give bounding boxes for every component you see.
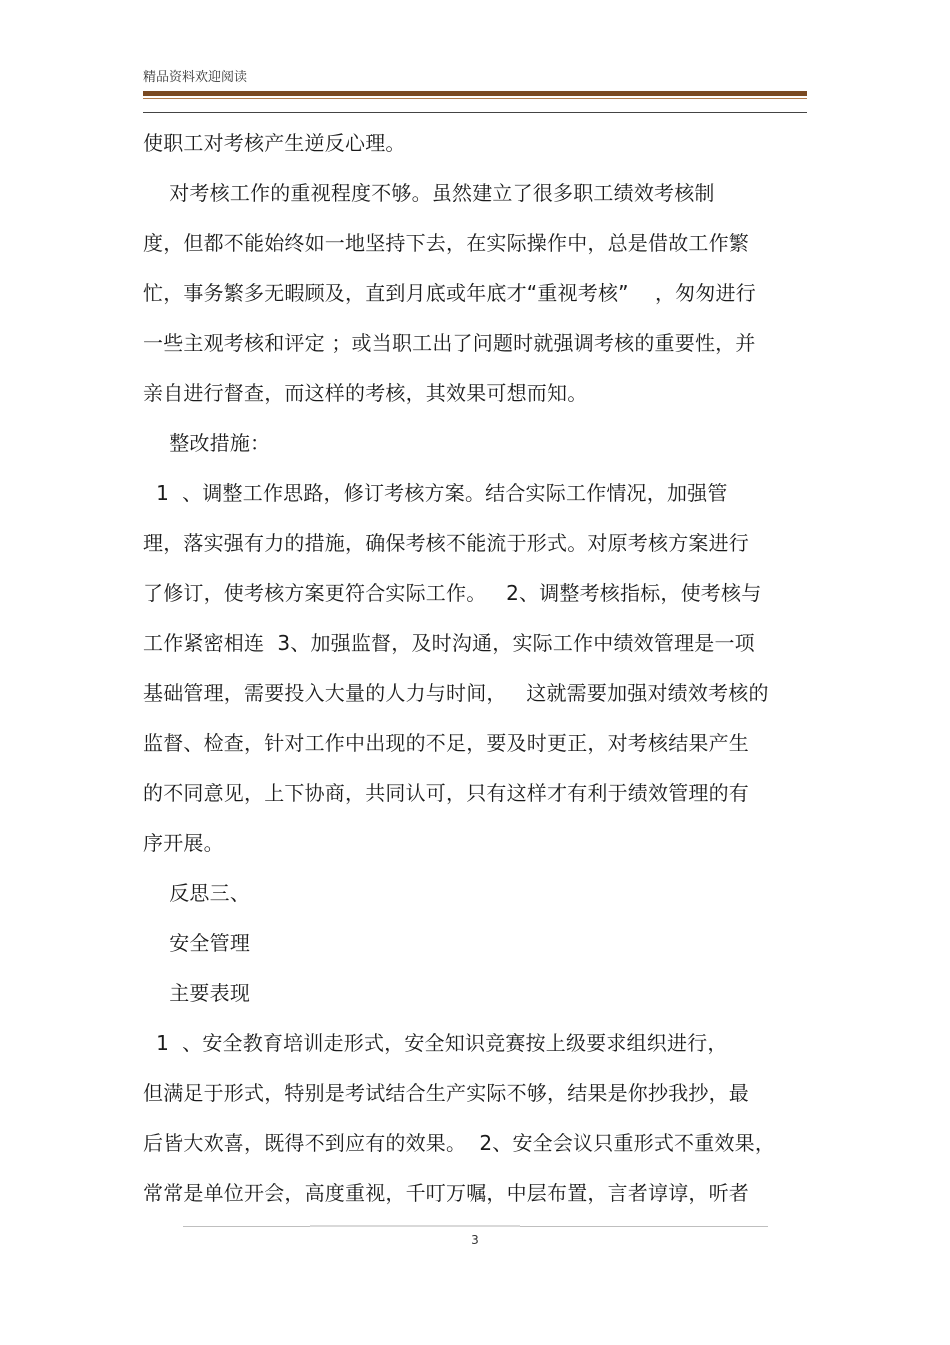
text-line: 1 、安全教育培训走形式，安全知识竞赛按上级要求组织进行， [143, 1031, 728, 1055]
text-line: 序开展。 [143, 831, 224, 855]
text-line: 对考核工作的重视程度不够。虽然建立了很多职工绩效考核制 [143, 181, 715, 205]
page-header-title: 精品资料欢迎阅读 [143, 70, 248, 85]
text-line: 1 、调整工作思路，修订考核方案。结合实际工作情况，加强管 [143, 481, 728, 505]
header-rule-dark [143, 112, 807, 113]
text-line: 亲自进行督查，而这样的考核，其效果可想而知。 [143, 381, 588, 405]
text-line: 但满足于形式，特别是考试结合生产实际不够，结果是你抄我抄，最 [143, 1081, 749, 1105]
document-body [143, 118, 807, 1218]
text-line: 度，但都不能始终如一地坚持下去，在实际操作中，总是借故工作繁 [143, 231, 749, 255]
text-line: 的不同意见，上下协商，共同认可，只有这样才有利于绩效管理的有 [143, 781, 749, 805]
text-line: 忙，事务繁多无暇顾及，直到月底或年底才“重视考核” ，匆匆进行 [143, 281, 756, 305]
header-rule-thin [143, 98, 807, 99]
text-line: 基础管理，需要投入大量的人力与时间， 这就需要加强对绩效考核的 [143, 681, 769, 705]
text-line: 主要表现 [143, 981, 251, 1005]
text-line: 后皆大欢喜，既得不到应有的效果。 2、安全会议只重形式不重效果， [143, 1131, 776, 1155]
text-line: 了修订，使考核方案更符合实际工作。 2、调整考核指标，使考核与 [143, 581, 762, 605]
text-line: 安全管理 [143, 931, 251, 955]
text-line: 常常是单位开会，高度重视，千叮万嘱，中层布置，言者谆谆，听者 [143, 1181, 749, 1205]
text-line: 整改措施： [143, 431, 271, 455]
page-number: 3 [471, 1233, 479, 1247]
text-line: 理，落实强有力的措施，确保考核不能流于形式。对原考核方案进行 [143, 531, 749, 555]
text-line: 监督、检查，针对工作中出现的不足，要及时更正，对考核结果产生 [143, 731, 749, 755]
header-rule-thick [143, 91, 807, 96]
text-line: 一些主观考核和评定 ；或当职工出了问题时就强调考核的重要性，并 [143, 331, 756, 355]
footer-rule-accent [310, 1225, 520, 1227]
text-line: 反思三、 [143, 881, 251, 905]
text-line: 工作紧密相连 3、加强监督，及时沟通，实际工作中绩效管理是一项 [143, 631, 755, 655]
text-line: 使职工对考核产生逆反心理。 [143, 131, 406, 155]
